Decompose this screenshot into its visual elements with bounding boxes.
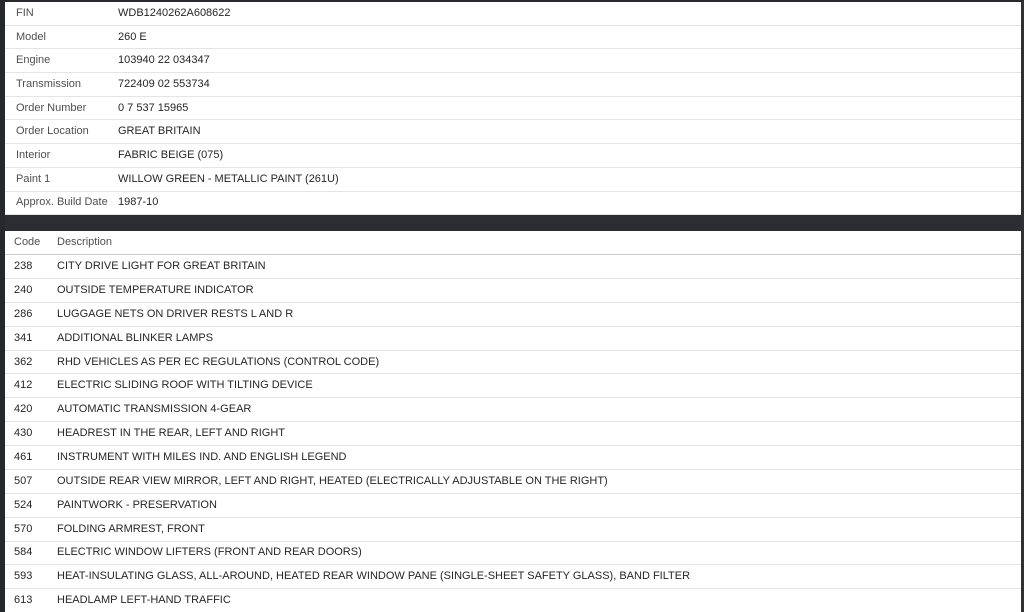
option-description: HEAT-INSULATING GLASS, ALL-AROUND, HEATED REAR WINDOW PANE (SINGLE-SHEET SAFETY GLASS), BAND FILTER	[57, 570, 691, 583]
option-description: PAINTWORK - PRESERVATION	[57, 498, 217, 511]
info-value: FABRIC BEIGE (075)	[118, 148, 224, 161]
info-label: Approx. Build Date	[16, 196, 108, 209]
info-row	[5, 2, 1021, 26]
options-table-body	[5, 255, 1021, 612]
info-row	[5, 49, 1021, 73]
option-row	[5, 518, 1021, 542]
info-value: 722409 02 553734	[118, 77, 210, 90]
info-value: 1987-10	[118, 196, 159, 209]
option-code: 238	[14, 260, 33, 273]
option-description: LUGGAGE NETS ON DRIVER RESTS L AND R	[57, 307, 294, 320]
option-code: 461	[14, 450, 33, 463]
option-description: INSTRUMENT WITH MILES IND. AND ENGLISH LEGEND	[57, 450, 347, 463]
option-description: RHD VEHICLES AS PER EC REGULATIONS (CONTROL CODE)	[57, 355, 380, 368]
option-code: 362	[14, 355, 33, 368]
option-row	[5, 494, 1021, 518]
option-description: OUTSIDE REAR VIEW MIRROR, LEFT AND RIGHT, HEATED (ELECTRICALLY ADJUSTABLE ON THE RIGHT)	[57, 474, 608, 487]
info-value: GREAT BRITAIN	[118, 125, 201, 138]
option-row	[5, 542, 1021, 566]
option-code: 593	[14, 570, 33, 583]
option-row	[5, 398, 1021, 422]
info-value: WILLOW GREEN - METALLIC PAINT (261U)	[118, 172, 339, 185]
info-row	[5, 26, 1021, 50]
option-row	[5, 279, 1021, 303]
option-row	[5, 422, 1021, 446]
option-description: OUTSIDE TEMPERATURE INDICATOR	[57, 283, 254, 296]
info-value: WDB1240262A608622	[118, 6, 231, 19]
option-description: ADDITIONAL BLINKER LAMPS	[57, 331, 214, 344]
info-row	[5, 144, 1021, 168]
option-description: CITY DRIVE LIGHT FOR GREAT BRITAIN	[57, 260, 266, 273]
option-description: AUTOMATIC TRANSMISSION 4-GEAR	[57, 403, 252, 416]
option-row	[5, 327, 1021, 351]
option-description: FOLDING ARMREST, FRONT	[57, 522, 205, 535]
option-code: 570	[14, 522, 33, 535]
info-label: Model	[16, 30, 46, 43]
info-label: Engine	[16, 54, 51, 67]
option-description: HEADLAMP LEFT-HAND TRAFFIC	[57, 594, 231, 607]
option-code: 584	[14, 546, 33, 559]
option-row	[5, 446, 1021, 470]
info-value: 0 7 537 15965	[118, 101, 189, 114]
option-row	[5, 565, 1021, 589]
option-code: 420	[14, 403, 33, 416]
option-row	[5, 589, 1021, 612]
options-table-header	[5, 231, 1021, 255]
info-row	[5, 192, 1021, 216]
option-description: HEADREST IN THE REAR, LEFT AND RIGHT	[57, 427, 285, 440]
vehicle-info-table	[5, 2, 1021, 215]
code-column-header: Code	[14, 236, 41, 249]
info-label: Interior	[16, 148, 51, 161]
info-row	[5, 168, 1021, 192]
option-row	[5, 303, 1021, 327]
info-label: Transmission	[16, 77, 81, 90]
info-row	[5, 120, 1021, 144]
option-code: 430	[14, 427, 33, 440]
option-row	[5, 470, 1021, 494]
info-label: Paint 1	[16, 172, 51, 185]
option-description: ELECTRIC SLIDING ROOF WITH TILTING DEVICE	[57, 379, 313, 392]
info-row	[5, 97, 1021, 121]
description-column-header: Description	[57, 236, 113, 249]
option-code: 341	[14, 331, 33, 344]
section-divider	[0, 215, 1024, 231]
info-label: Order Number	[16, 101, 87, 114]
info-label: FIN	[16, 6, 34, 19]
info-row	[5, 73, 1021, 97]
options-table	[5, 231, 1021, 612]
option-code: 613	[14, 594, 33, 607]
option-code: 412	[14, 379, 33, 392]
info-value: 260 E	[118, 30, 147, 43]
option-row	[5, 255, 1021, 279]
option-code: 240	[14, 283, 33, 296]
info-label: Order Location	[16, 125, 89, 138]
option-row	[5, 374, 1021, 398]
option-code: 286	[14, 307, 33, 320]
option-code: 507	[14, 474, 33, 487]
option-description: ELECTRIC WINDOW LIFTERS (FRONT AND REAR DOORS)	[57, 546, 362, 559]
option-code: 524	[14, 498, 33, 511]
option-row	[5, 351, 1021, 375]
info-value: 103940 22 034347	[118, 54, 210, 67]
